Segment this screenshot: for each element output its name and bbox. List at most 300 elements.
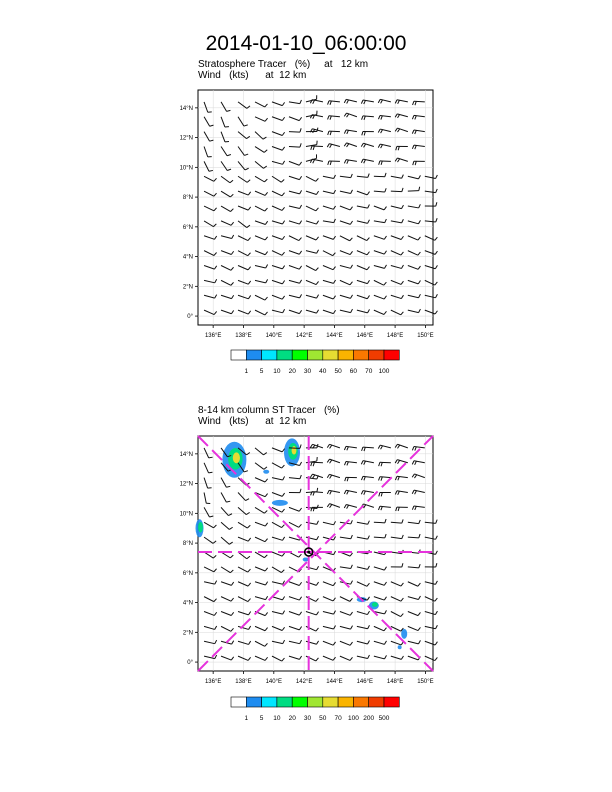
wind-barb xyxy=(238,206,248,210)
wind-barb-feather xyxy=(283,476,285,480)
wind-barb xyxy=(238,221,247,228)
wind-barb xyxy=(255,236,265,240)
wind-barb-feather xyxy=(214,266,216,269)
wind-barb-feather xyxy=(381,116,382,120)
wind-barb xyxy=(221,221,231,225)
wind-barb-feather xyxy=(367,267,369,270)
wind-barb xyxy=(221,236,232,239)
wind-barb-feather xyxy=(414,475,416,478)
wind-barb xyxy=(255,132,263,140)
wind-barb xyxy=(391,641,401,645)
wind-barb xyxy=(374,537,385,538)
wind-barb-feather xyxy=(282,132,284,135)
wind-barb-feather xyxy=(397,129,399,132)
colorbar-box xyxy=(308,697,323,707)
wind-barb xyxy=(340,191,351,193)
wind-barb xyxy=(221,582,231,586)
wind-barb xyxy=(357,310,368,313)
wind-barb-feather xyxy=(381,145,383,149)
colorbar-box xyxy=(308,350,323,360)
wind-barb xyxy=(357,656,368,658)
wind-barb-feather xyxy=(436,202,437,206)
wind-barb-feather xyxy=(231,251,233,254)
colorbar-box xyxy=(338,350,353,360)
wind-barb-feather xyxy=(367,583,370,586)
wind-barb xyxy=(272,147,282,151)
wind-barb xyxy=(238,552,247,559)
wind-barb xyxy=(323,626,334,629)
wind-barb xyxy=(204,206,214,211)
wind-barb-feather xyxy=(300,475,301,479)
wind-barb xyxy=(306,191,316,194)
wind-barb-feather xyxy=(395,114,397,117)
wind-barb-feather xyxy=(396,146,397,150)
wind-barb-feather xyxy=(415,130,417,134)
main-title: 2014-01-10_06:00:00 xyxy=(205,32,407,55)
wind-barb-feather xyxy=(397,445,399,448)
wind-barb-feather xyxy=(351,565,353,569)
wind-barb xyxy=(289,582,299,586)
wind-barb-feather xyxy=(299,656,301,659)
wind-barb xyxy=(204,507,209,517)
colorbar-box xyxy=(277,350,292,360)
wind-barb-feather xyxy=(364,116,365,120)
wind-barb xyxy=(255,147,264,153)
wind-barb xyxy=(204,310,214,314)
wind-barb xyxy=(306,567,317,570)
lat-tick-labels xyxy=(180,452,194,666)
wind-barb-feather xyxy=(283,221,285,224)
lat-tick-label: 14°N xyxy=(179,451,193,458)
wind-barb-feather xyxy=(378,506,379,510)
wind-barb-feather xyxy=(384,628,387,631)
wind-barb-feather xyxy=(299,310,301,313)
wind-barb xyxy=(391,582,401,586)
wind-barb xyxy=(289,626,299,629)
wind-barb xyxy=(221,132,225,142)
wind-barb-feather xyxy=(419,187,420,191)
wind-barb-feather xyxy=(226,486,230,487)
lon-tick-label: 150°E xyxy=(417,679,434,685)
wind-barb-feather xyxy=(350,207,352,210)
lon-tick-labels xyxy=(205,679,434,685)
wind-barb xyxy=(408,537,419,538)
wind-barb xyxy=(374,251,384,254)
wind-barb-feather xyxy=(248,281,250,284)
wind-barb xyxy=(340,626,351,629)
panel1-title: Stratosphere Tracer (%) at 12 km xyxy=(198,59,369,70)
wind-barb xyxy=(408,266,418,270)
wind-barb-feather xyxy=(347,100,349,104)
wind-barb-feather xyxy=(350,238,353,241)
wind-barb xyxy=(204,161,209,171)
wind-barb-feather xyxy=(344,461,345,465)
wind-barb-feather xyxy=(344,505,346,508)
wind-barb-feather xyxy=(395,444,397,447)
lon-tick-label: 148°E xyxy=(386,333,404,339)
wind-barb-feather xyxy=(265,297,268,300)
wind-barb-feather xyxy=(368,625,370,629)
wind-barb xyxy=(408,522,419,523)
wind-barb xyxy=(289,266,299,270)
wind-barb xyxy=(408,176,419,179)
wind-barb xyxy=(289,206,300,209)
wind-barb-feather xyxy=(282,627,284,630)
wind-barb xyxy=(374,266,385,269)
wind-barb-feather xyxy=(395,491,397,495)
wind-barb xyxy=(221,597,231,602)
lon-tick-label: 136°E xyxy=(204,333,222,339)
wind-barb xyxy=(255,310,265,315)
wind-barb xyxy=(380,477,391,478)
wind-barb-feather xyxy=(395,476,397,480)
wind-barb-feather xyxy=(435,581,437,585)
wind-barb-feather xyxy=(300,190,302,193)
lat-tick-label: 10°N xyxy=(179,165,193,172)
wind-barb-feather xyxy=(214,178,217,181)
wind-barb-feather xyxy=(419,294,421,298)
wind-barb-feather xyxy=(316,191,318,194)
wind-barb-feather xyxy=(333,253,336,256)
wind-barb-feather xyxy=(283,640,285,644)
wind-barb xyxy=(306,206,316,211)
wind-barb xyxy=(425,191,436,192)
wind-barb xyxy=(272,493,282,497)
wind-barb-feather xyxy=(214,525,217,528)
tracer-contour xyxy=(398,645,402,649)
colorbar-box xyxy=(323,697,338,707)
wind-barb xyxy=(408,295,419,297)
wind-barb-feather xyxy=(378,116,379,120)
wind-barb-feather xyxy=(351,535,353,539)
wind-barb-feather xyxy=(282,296,284,299)
wind-barb xyxy=(221,310,231,314)
wind-barb-feather xyxy=(213,555,216,558)
wind-barb xyxy=(340,236,350,241)
wind-barb-feather xyxy=(384,265,386,268)
wind-barb-feather xyxy=(396,507,397,511)
wind-barb-feather xyxy=(247,525,250,528)
wind-barb xyxy=(255,582,266,585)
wind-barb-feather xyxy=(436,175,438,179)
wind-barb-feather xyxy=(344,99,346,103)
wind-barb-feather xyxy=(231,222,233,225)
wind-barb-feather xyxy=(264,179,267,182)
wind-barb-feather xyxy=(381,506,382,510)
wind-barb-feather xyxy=(351,190,353,194)
wind-barb-feather xyxy=(231,612,233,615)
wind-barb-feather xyxy=(398,491,400,495)
wind-barb-feather xyxy=(300,100,302,104)
wind-barb-feather xyxy=(385,188,386,192)
wind-barb-feather xyxy=(209,457,213,458)
wind-barb xyxy=(323,310,333,313)
wind-barb xyxy=(238,537,248,541)
wind-barb-feather xyxy=(402,519,403,523)
wind-barb-feather xyxy=(361,143,363,146)
wind-barb-feather xyxy=(214,612,216,615)
wind-barb-feather xyxy=(282,193,285,196)
lon-tick-label: 136°E xyxy=(204,679,222,685)
wind-barb-feather xyxy=(327,504,329,507)
wind-barb-feather xyxy=(364,447,365,451)
tracer-contour xyxy=(233,452,240,463)
wind-barb-feather xyxy=(395,158,397,161)
lat-tick-label: 8°N xyxy=(182,541,193,548)
wind-barb xyxy=(221,567,230,573)
wind-barb-feather xyxy=(265,208,268,211)
wind-barb-feather xyxy=(209,516,213,517)
wind-barb-feather xyxy=(231,310,233,313)
wind-barb-feather xyxy=(265,657,267,660)
wind-barb-feather xyxy=(385,610,387,614)
wind-barb-feather xyxy=(311,462,312,466)
lat-tick-label: 6°N xyxy=(182,224,193,231)
lon-tick-label: 150°E xyxy=(417,333,434,339)
wind-barb-feather xyxy=(311,146,312,150)
wind-barb xyxy=(357,295,367,298)
wind-barb xyxy=(357,191,367,195)
wind-barb-feather xyxy=(215,655,217,659)
wind-barb-feather xyxy=(418,596,420,599)
wind-barb-feather xyxy=(300,221,302,224)
wind-barb-feather xyxy=(266,582,268,585)
wind-barb-feather xyxy=(300,205,302,209)
wind-barb xyxy=(204,266,214,270)
wind-barb xyxy=(425,176,436,178)
wind-barb-feather xyxy=(350,642,352,645)
wind-barb-feather xyxy=(368,566,370,570)
colorbar-box xyxy=(338,697,353,707)
tracer-contour xyxy=(272,500,288,506)
wind-barb xyxy=(204,597,214,602)
wind-barb-feather xyxy=(415,491,417,495)
wind-barb-feather xyxy=(228,514,232,516)
colorbar-label: 20 xyxy=(288,368,296,375)
wind-barb-feather xyxy=(317,641,319,644)
wind-barb xyxy=(323,597,333,601)
wind-barb-feather xyxy=(418,583,421,586)
wind-barb xyxy=(289,641,300,643)
wind-barb-feather xyxy=(367,295,369,298)
wind-barb-feather xyxy=(415,506,417,510)
wind-barb-feather xyxy=(299,627,301,630)
wind-barb xyxy=(204,132,209,142)
wind-barb xyxy=(221,295,231,298)
wind-barb-feather xyxy=(316,178,319,181)
wind-barb-feather xyxy=(317,505,318,509)
wind-barb-feather xyxy=(282,147,284,150)
wind-barb-feather xyxy=(283,161,285,164)
wind-barb xyxy=(255,463,264,470)
lon-tick-label: 140°E xyxy=(265,333,283,339)
wind-barb-feather xyxy=(395,100,397,104)
wind-barb-feather xyxy=(384,567,386,570)
wind-barb xyxy=(272,266,282,269)
wind-barb xyxy=(391,251,401,255)
wind-barb xyxy=(425,612,436,615)
wind-barb-feather xyxy=(395,128,397,131)
wind-barb-feather xyxy=(265,104,268,107)
wind-barb-feather xyxy=(419,564,420,568)
wind-barb xyxy=(306,236,316,240)
wind-barb xyxy=(391,310,401,315)
wind-barb-feather xyxy=(214,208,217,211)
wind-barb-feather xyxy=(398,146,399,150)
wind-barb xyxy=(238,310,248,314)
wind-barb xyxy=(272,132,282,136)
wind-barb-feather xyxy=(313,475,315,478)
colorbar-label: 50 xyxy=(319,715,327,722)
wind-barb-feather xyxy=(347,447,349,451)
wind-barb-feather xyxy=(350,221,352,224)
wind-barb-feather xyxy=(398,460,400,463)
wind-barb-feather xyxy=(361,159,363,163)
wind-barb xyxy=(255,597,266,600)
wind-barb-feather xyxy=(266,279,268,283)
colorbar-label: 30 xyxy=(303,368,312,375)
wind-barb-feather xyxy=(351,626,353,629)
wind-barb-feather xyxy=(344,490,346,494)
wind-barb-feather xyxy=(214,236,216,239)
wind-barb-feather xyxy=(385,534,386,538)
colorbar-box xyxy=(384,697,399,707)
wind-barb-feather xyxy=(384,641,386,644)
lon-tick-label: 144°E xyxy=(326,333,343,339)
wind-barb-feather xyxy=(379,161,380,165)
wind-barb xyxy=(238,251,248,256)
wind-barb-feather xyxy=(379,493,380,497)
wind-barb xyxy=(374,236,384,240)
wind-barb-feather xyxy=(231,582,233,585)
wind-barb-feather xyxy=(232,641,234,644)
wind-barb xyxy=(357,582,367,587)
wind-barb xyxy=(289,251,299,255)
wind-barb-feather xyxy=(214,599,217,602)
wind-barb-feather xyxy=(213,224,216,227)
wind-barb-feather xyxy=(401,295,403,298)
wind-barb-feather xyxy=(248,207,250,210)
wind-barb-feather xyxy=(435,611,437,614)
wind-barb xyxy=(357,176,368,177)
wind-barb xyxy=(357,236,367,241)
panel2-title: 8-14 km column ST Tracer (%) xyxy=(198,405,340,416)
wind-barb xyxy=(221,176,230,182)
wind-barb xyxy=(238,102,247,109)
wind-barb-feather xyxy=(367,597,369,600)
wind-barb-feather xyxy=(300,462,302,465)
lon-tick-label: 138°E xyxy=(235,333,252,339)
wind-barb-feather xyxy=(300,143,301,147)
wind-barb xyxy=(306,310,317,313)
wind-barb-feather xyxy=(282,102,284,105)
wind-barb xyxy=(323,221,334,223)
wind-barb-feather xyxy=(317,566,319,569)
wind-barb-feather xyxy=(283,611,285,615)
wind-barb xyxy=(374,656,385,659)
wind-barb-feather xyxy=(368,220,370,224)
wind-barb-feather xyxy=(381,130,383,134)
wind-barb-feather xyxy=(300,489,301,493)
wind-barb-feather xyxy=(282,280,284,283)
wind-barb-feather xyxy=(384,582,386,585)
wind-barb-feather xyxy=(384,207,386,210)
wind-barb xyxy=(408,567,419,568)
wind-barb-feather xyxy=(317,295,319,298)
wind-barb-feather xyxy=(265,494,267,497)
wind-barb xyxy=(238,582,248,586)
wind-barb xyxy=(306,266,316,271)
wind-barb-feather xyxy=(344,113,346,116)
wind-barb xyxy=(255,117,265,122)
wind-barb-feather xyxy=(283,596,285,599)
wind-barb-feather xyxy=(381,493,382,497)
wind-barb-feather xyxy=(384,311,386,314)
wind-barb xyxy=(408,612,418,616)
wind-barb xyxy=(408,236,418,240)
wind-barb-feather xyxy=(330,460,332,463)
colorbar-box xyxy=(369,350,384,360)
wind-barb-feather xyxy=(264,555,267,558)
wind-barb xyxy=(289,161,299,165)
wind-barb-feather xyxy=(300,294,302,298)
wind-barb-feather xyxy=(231,267,234,270)
wind-barb-feather xyxy=(367,611,369,614)
wind-barb-feather xyxy=(316,208,319,211)
wind-barb-feather xyxy=(264,150,267,153)
wind-barb-feather xyxy=(248,657,250,660)
wind-barb xyxy=(323,266,333,270)
lat-tick-label: 4°N xyxy=(182,254,193,261)
wind-barb xyxy=(204,176,214,181)
wind-barb-feather xyxy=(419,204,421,208)
colorbar-box xyxy=(262,697,277,707)
wind-barb xyxy=(391,221,402,223)
wind-barb xyxy=(221,206,231,212)
wind-barb-feather xyxy=(316,612,318,615)
wind-barb-feather xyxy=(316,628,319,631)
wind-barb xyxy=(340,597,350,602)
wind-barb xyxy=(255,191,265,195)
wind-barb-feather xyxy=(265,118,268,121)
wind-barb-feather xyxy=(436,625,438,629)
wind-barb xyxy=(391,206,402,209)
tracer-contour xyxy=(292,446,297,454)
wind-barb-feather xyxy=(347,477,348,481)
wind-barb-feather xyxy=(395,460,397,463)
lon-tick-label: 138°E xyxy=(235,679,252,685)
wind-barb-feather xyxy=(384,282,387,285)
wind-barb-feather xyxy=(281,180,284,183)
colorbar-box xyxy=(246,697,261,707)
wind-barb-feather xyxy=(385,219,387,223)
wind-barb-feather xyxy=(418,627,420,630)
wind-barb-feather xyxy=(412,145,414,149)
wind-barb-feather xyxy=(435,657,438,660)
colorbar-label: 500 xyxy=(378,715,390,722)
wind-barb xyxy=(340,641,350,645)
colorbar-box xyxy=(384,350,399,360)
lat-tick-label: 14°N xyxy=(179,105,193,112)
wind-barb xyxy=(204,612,214,616)
wind-barb xyxy=(323,176,334,178)
wind-barb xyxy=(272,191,282,196)
wind-barb xyxy=(289,191,300,194)
wind-barb-feather xyxy=(367,192,369,195)
wind-barb-feather xyxy=(230,180,233,183)
wind-barb-feather xyxy=(350,553,352,556)
colorbar-label: 40 xyxy=(319,368,327,375)
